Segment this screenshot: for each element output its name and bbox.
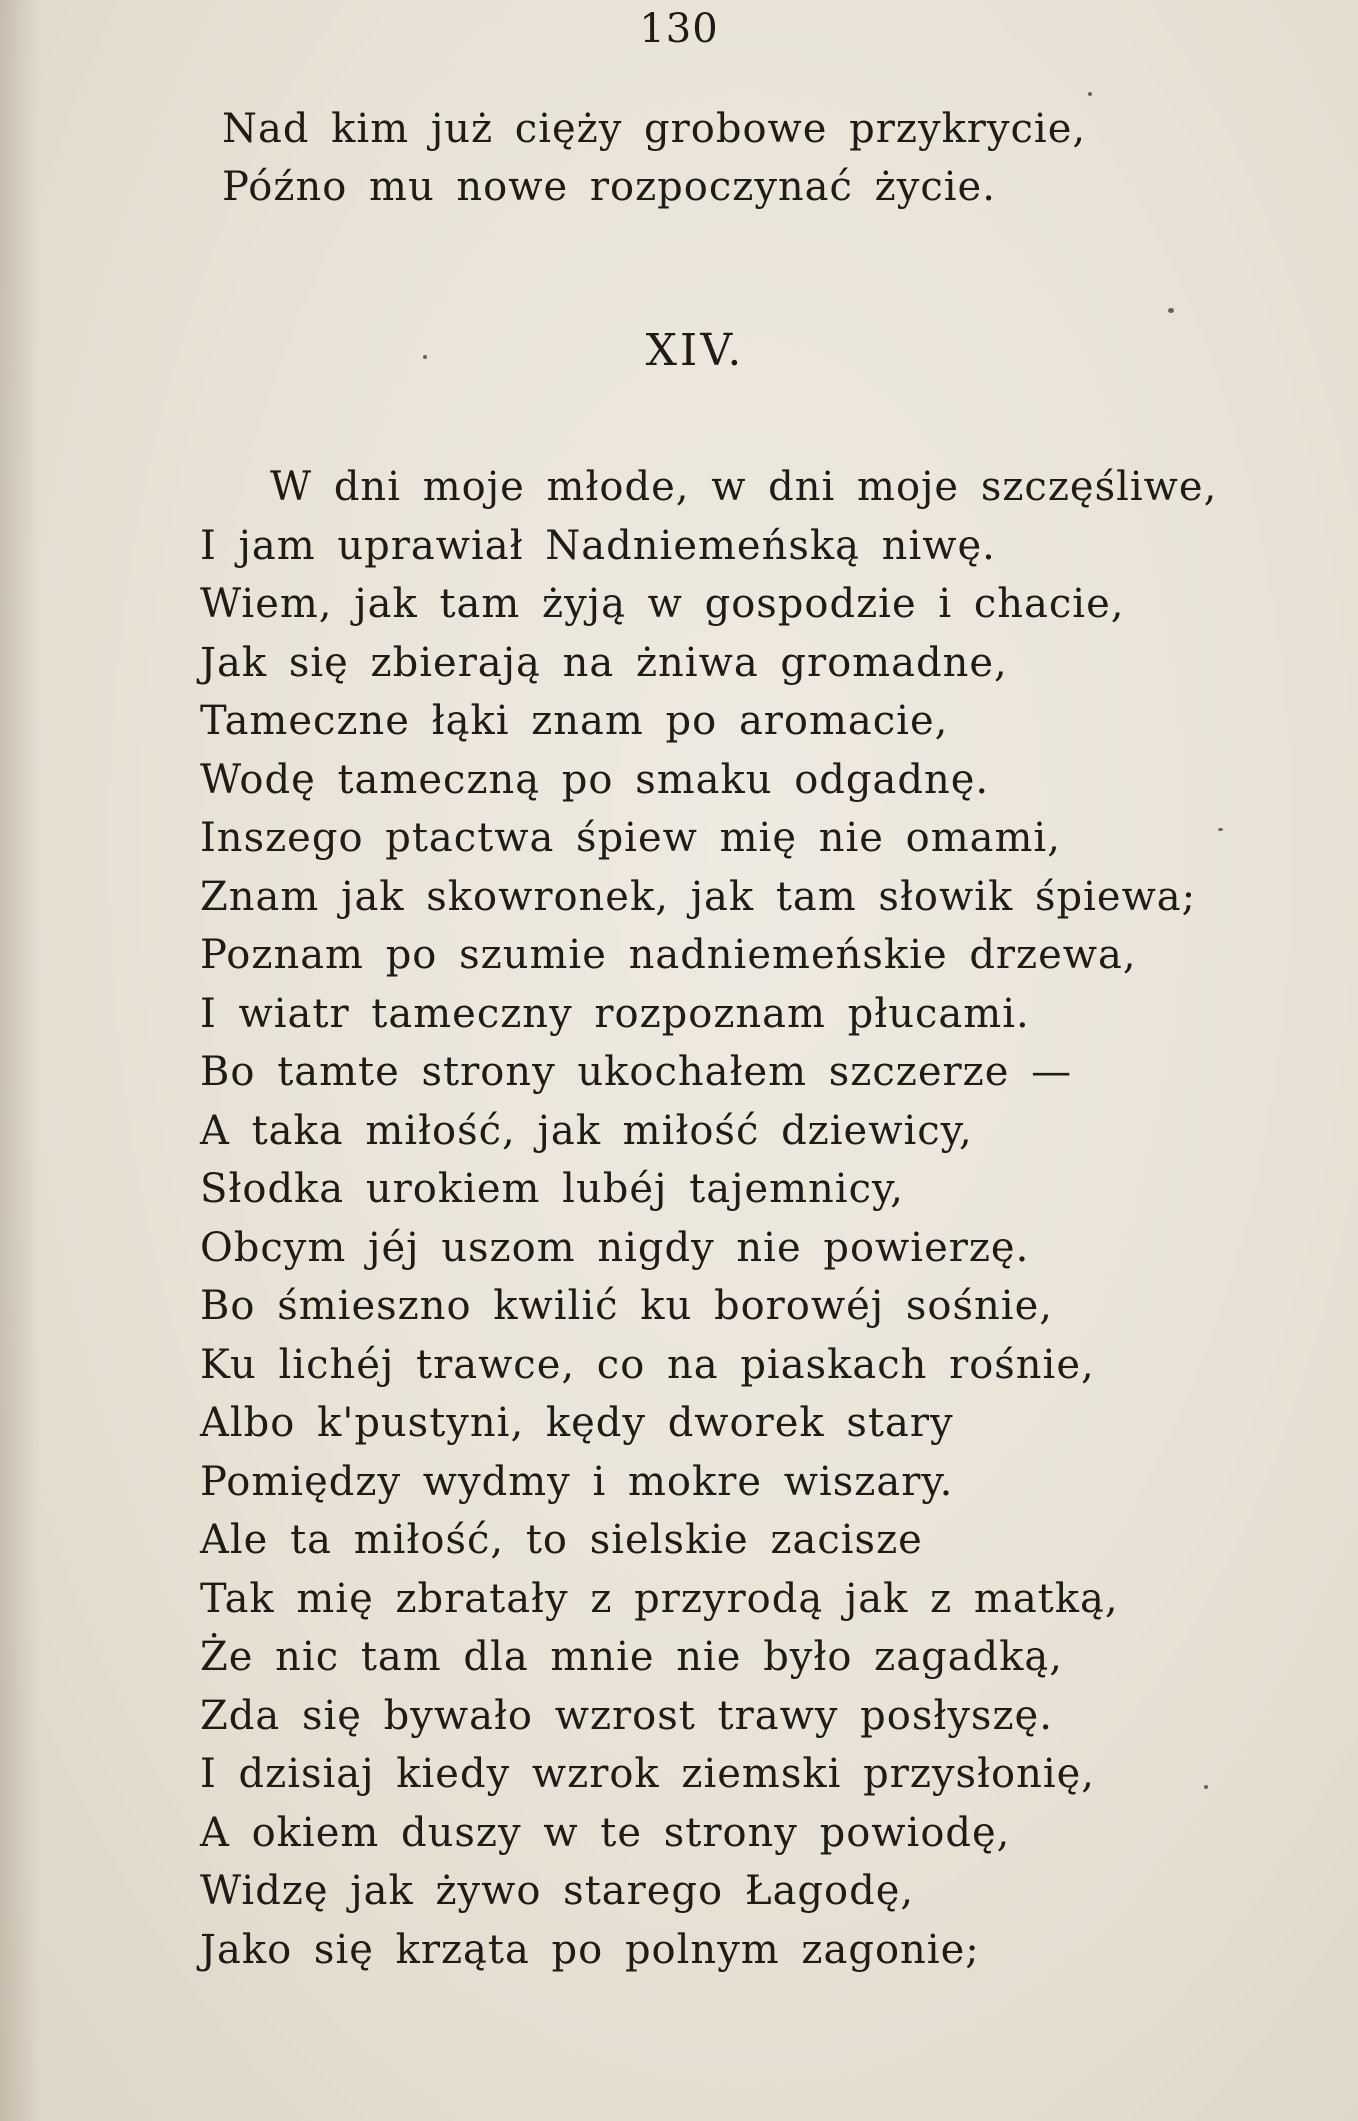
poem-line: Jako się krząta po polnym zagonie;: [200, 1926, 980, 1973]
page-edge-shadow: [0, 0, 40, 2121]
page-number: 130: [639, 6, 719, 52]
poem-line: Inszego ptactwa śpiew mię nie omami,: [200, 815, 1061, 861]
poem-line: I jam uprawiał Nadniemeńską niwę.: [200, 522, 996, 569]
poem-line: Ale ta miłość, to sielskie zacisze: [200, 1517, 923, 1563]
poem-line: Zda się bywało wzrost trawy posłyszę.: [200, 1692, 1053, 1739]
poem-line: Poznam po szumie nadniemeńskie drzewa,: [200, 932, 1137, 978]
paper-speck: [423, 355, 427, 359]
poem-line: I dzisiaj kiedy wzrok ziemski przysłonię,: [200, 1751, 1096, 1797]
poem-line: Ku lichéj trawce, co na piaskach rośnie,: [200, 1341, 1095, 1388]
poem-line: Jak się zbierają na żniwa gromadne,: [200, 639, 1008, 686]
poem-line: Znam jak skowronek, jak tam słowik śpiewa;: [200, 873, 1197, 920]
section-heading: XIV.: [645, 325, 745, 376]
poem-line: Obcym jéj uszom nigdy nie powierzę.: [200, 1224, 1030, 1271]
poem-line: Bo tamte strony ukochałem szczerze —: [200, 1049, 1073, 1095]
poem-line: Wiem, jak tam żyją w gospodzie i chacie,: [200, 581, 1125, 627]
poem-line: Wodę tameczną po smaku odgadnę.: [200, 756, 990, 803]
paper-speck: [1204, 1785, 1208, 1789]
poem-line: Bo śmieszno kwilić ku borowéj sośnie,: [200, 1283, 1053, 1329]
poem-line: Nad kim już cięży grobowe przykrycie,: [222, 106, 1087, 152]
poem-line: A okiem duszy w te strony powiodę,: [200, 1809, 1011, 1856]
poem-line: A taka miłość, jak miłość dziewicy,: [200, 1107, 973, 1154]
poem-line: Słodka urokiem lubéj tajemnicy,: [200, 1166, 905, 1212]
paper-speck: [1088, 92, 1092, 96]
poem-line: Pomiędzy wydmy i mokre wiszary.: [200, 1458, 954, 1505]
poem-line: I wiatr tameczny rozpoznam płucami.: [200, 990, 1030, 1037]
poem-stanza: [200, 458, 1330, 1979]
poem-line: Widzę jak żywo starego Łagodę,: [200, 1868, 915, 1914]
poem-line: Tak mię zbratały z przyrodą jak z matką,: [200, 1575, 1119, 1622]
paper-speck: [1168, 308, 1174, 313]
poem-line: Tameczne łąki znam po aromacie,: [200, 698, 949, 744]
poem-line: W dni moje młode, w dni moje szczęśliwe,: [270, 464, 1218, 510]
poem-line: Albo k'pustyni, kędy dworek stary: [200, 1400, 954, 1446]
poem-line: Że nic tam dla mnie nie było zagadką,: [200, 1634, 1063, 1680]
opening-lines: [222, 100, 1272, 216]
poem-line: Późno mu nowe rozpoczynać życie.: [222, 164, 996, 210]
paper-speck: [1218, 828, 1223, 831]
